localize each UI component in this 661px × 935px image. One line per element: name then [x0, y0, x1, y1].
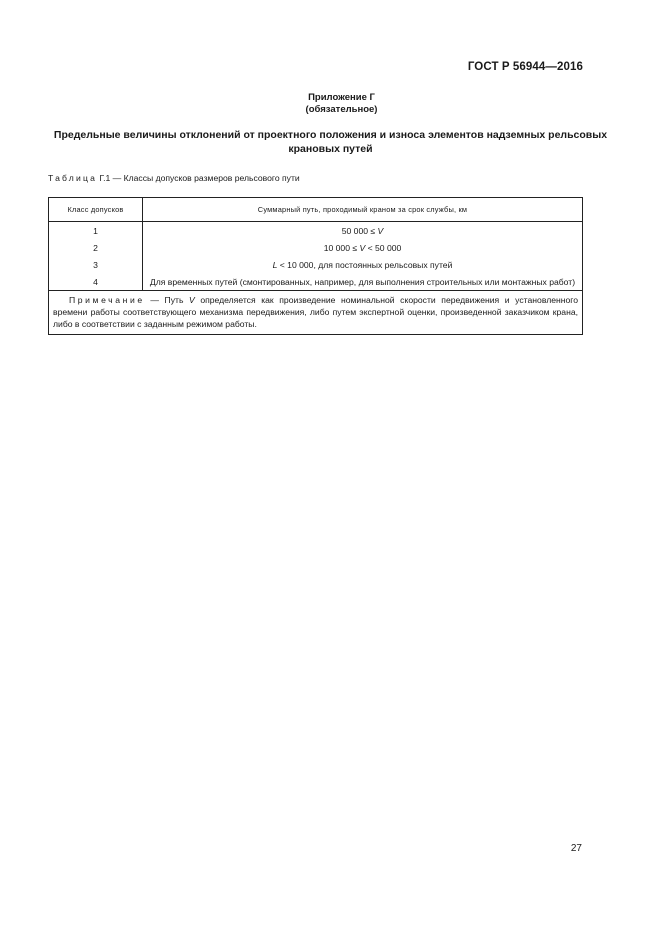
cell-class: 2	[49, 240, 143, 257]
note-label: Примечание	[69, 295, 145, 305]
appendix-title: Приложение Г	[308, 92, 375, 103]
cell-path: 50 000 ≤ V	[143, 222, 583, 241]
page-number: 27	[570, 843, 582, 854]
table-caption	[48, 173, 300, 183]
cell-path: Для временных путей (смонтированных, например, для выполнения строительных или монтажных работ)	[143, 274, 583, 291]
table-row	[49, 222, 583, 241]
table-caption-label: Таблица	[48, 173, 98, 183]
table-note	[49, 291, 583, 335]
table-row	[49, 257, 583, 274]
table-row	[49, 274, 583, 291]
standard-number: ГОСТ Р 56944—2016	[467, 61, 583, 73]
appendix-status: (обязательное)	[305, 104, 378, 115]
cell-class: 1	[49, 222, 143, 241]
table-note-row	[49, 291, 583, 335]
appendix-heading	[0, 92, 661, 116]
cell-path: 10 000 ≤ V < 50 000	[143, 240, 583, 257]
header-path: Суммарный путь, проходимый краном за срок службы, км	[143, 198, 583, 222]
cell-path: L < 10 000, для постоянных рельсовых путей	[143, 257, 583, 274]
note-text: — Путь V определяется как произведение номинальной скорости передвижения и установленного времени работы соответствующего механизма передвижения, либо путем экспертной оценки, произведенной заказчиком крана, либо в соответствии с заданным режимом работы.	[53, 295, 578, 329]
table-caption-text: Г.1 — Классы допусков размеров рельсового пути	[97, 173, 300, 183]
header-class: Класс допусков	[49, 198, 143, 222]
cell-class: 3	[49, 257, 143, 274]
table-header-row	[49, 198, 583, 222]
cell-class: 4	[49, 274, 143, 291]
document-title: Предельные величины отклонений от проектного положения и износа элементов надземных рельсовых крановых путей	[53, 129, 608, 155]
table-row	[49, 240, 583, 257]
tolerance-classes-table	[48, 197, 583, 335]
